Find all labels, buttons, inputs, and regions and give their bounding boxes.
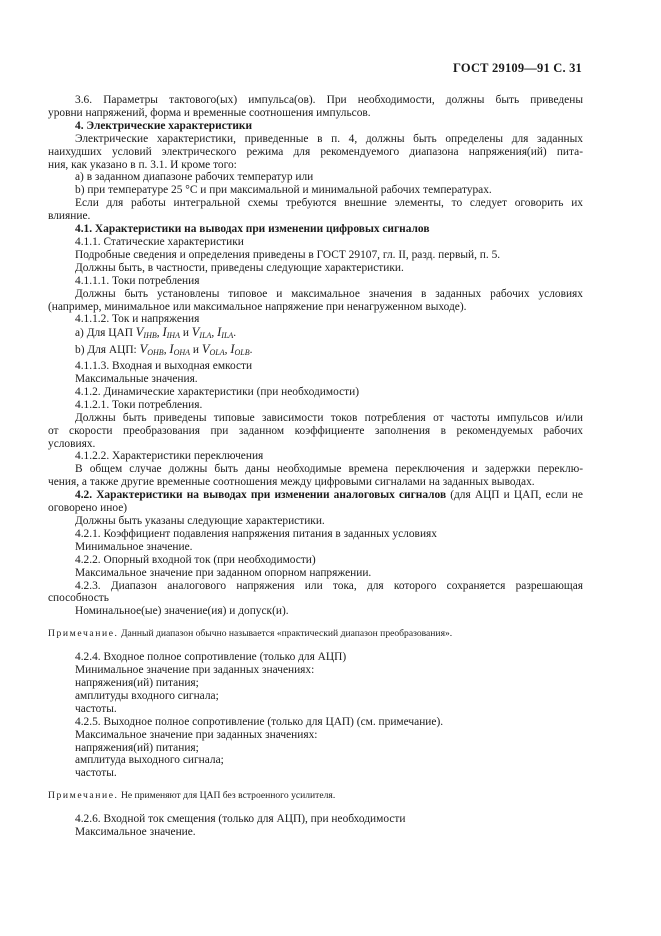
sub-ohb: OHB [147, 348, 164, 358]
sub-ola: OLA [209, 348, 225, 358]
subheading-4-2-3-line1: 4.2.3. Диапазон аналогового напряжения или тока, для которого сохраняется разрешающая [75, 579, 583, 592]
para-4-line3: ния, как указано в п. 3.1. И кроме того: [48, 158, 237, 171]
section-heading-4-2 [48, 489, 583, 502]
section-heading-4: 4. Электрические характеристики [75, 119, 253, 132]
subheading-4-2-2: 4.2.2. Опорный входной ток (при необходимости) [75, 553, 316, 566]
list-frequency: частоты. [75, 702, 117, 715]
para-4-line2: наихудших условий электрического режима для рекомендуемого диапазона напряжения(ий) пита- [48, 145, 583, 158]
dac-formula-line: a) Для ЦАП $V_{IHB}$, $I_{IHA}$ и $V_{ILA}$, $I_{ILA}$. [75, 325, 237, 341]
para-4-1-2-1-line1: Должны быть приведены типовые зависимости токов потребления от частоты импульсов и/или [75, 411, 583, 424]
sub-ihb: IHB [143, 331, 157, 341]
subheading-4-2-4: 4.2.4. Входное полное сопротивление (только для АЦП) [75, 651, 347, 664]
note-1-text: Данный диапазон обычно называется «практический диапазон преобразования». [120, 628, 453, 640]
section-heading-4-1: 4.1. Характеристики на выводах при изменении цифровых сигналов [75, 223, 430, 236]
subheading-4-1-2: 4.1.2. Динамические характеристики (при необходимости) [75, 385, 359, 398]
page-header: ГОСТ 29109—91 С. 31 [453, 61, 582, 75]
note-1 [48, 628, 583, 641]
subheading-4-1-1-2: 4.1.1.2. Ток и напряжения [75, 313, 200, 326]
sub-olb: OLB [234, 348, 250, 358]
max-values-text: Максимальные значения. [75, 373, 198, 386]
sub-oha: OHA [173, 348, 191, 358]
para-4-1-2-2-line2: чения, а также другие временные соотношения между цифровыми сигналами на заданных выводах. [48, 476, 535, 489]
subheading-4-2-3-line2: способность [48, 592, 109, 605]
list-item-a: a) в заданном диапазоне рабочих температур или [75, 171, 314, 184]
section-heading-4-2-rest: (для АЦП и ЦАП, если не [450, 489, 583, 502]
subheading-4-1-1: 4.1.1. Статические характеристики [75, 235, 244, 248]
subheading-4-2-5: 4.2.5. Выходное полное сопротивление (только для ЦАП) (см. примечание). [75, 715, 444, 728]
subheading-4-1-1-3: 4.1.1.3. Входная и выходная емкости [75, 360, 253, 373]
para-4-1-1-line2: Должны быть, в частности, приведены следующие характеристики. [75, 261, 404, 274]
symbol-i: I [217, 325, 222, 340]
adc-formula-line: b) Для АЦП: $V_{OHB}$, $I_{OHA}$ и $V_{OLA}$, $I_{OLB}$. [75, 342, 253, 358]
symbol-v: V [139, 342, 148, 357]
note-2 [48, 790, 583, 803]
para-4-line1: Электрические характеристики, приведенные в п. 4, должны быть определены для заданных [75, 132, 583, 145]
para-4-2-3: Номинальное(ые) значение(ия) и допуск(и). [75, 605, 289, 618]
section-heading-4-2-cont: оговорено иное) [48, 502, 128, 515]
para-4-2-2: Максимальное значение при заданном опорном напряжении. [75, 566, 372, 579]
para-4-1-2-1-line3: условиях. [48, 437, 96, 450]
subheading-4-1-2-2: 4.1.2.2. Характеристики переключения [75, 450, 264, 463]
list-supply-voltage: напряжения(ий) питания; [75, 676, 199, 689]
conjunction-and: и [182, 327, 189, 340]
para-4-1-2-2-line1: В общем случае должны быть даны необходимые времена переключения и задержки переклю- [75, 463, 583, 476]
adc-prefix: b) Для АЦП: [75, 344, 137, 357]
symbol-i: I [230, 342, 235, 357]
subheading-4-1-2-1: 4.1.2.1. Токи потребления. [75, 398, 203, 411]
list-supply-voltage-2: напряжения(ий) питания; [75, 741, 199, 754]
dac-prefix: a) Для ЦАП [75, 327, 133, 340]
max-value-text: Максимальное значение. [75, 826, 196, 839]
symbol-v: V [191, 325, 200, 340]
para-4-2: Должны быть указаны следующие характеристики. [75, 515, 325, 527]
list-output-amplitude: амплитуда выходного сигнала; [75, 754, 224, 767]
subheading-4-2-1: 4.2.1. Коэффициент подавления напряжения питания в заданных условиях [75, 527, 437, 540]
para-3-6-line2: уровни напряжений, форма и временные соотношения импульсов. [48, 106, 371, 119]
para-external-line2: влияние. [48, 210, 91, 223]
note-label: Примечание. [48, 628, 119, 640]
document-body [48, 94, 583, 839]
symbol-v: V [201, 342, 210, 357]
para-4-1-2-1-line2: от скорости преобразования при заданном коэффициенте заполнения в рекомендуемых рабочих [48, 424, 583, 437]
list-input-amplitude: амплитуды входного сигнала; [75, 689, 219, 702]
para-4-2-4: Минимальное значение при заданных значениях: [75, 664, 315, 677]
min-value-text: Минимальное значение. [75, 540, 193, 553]
para-4-1-1-line1: Подробные сведения и определения приведены в ГОСТ 29107, гл. II, разд. первый, п. 5. [75, 248, 501, 261]
sub-ila: ILA [221, 331, 234, 341]
list-item-b: b) при температуре 25 °C и при максимальной и минимальной рабочих температурах. [75, 184, 492, 197]
note-2-text: Не применяют для ЦАП без встроенного усилителя. [120, 790, 336, 802]
section-heading-4-2-bold: 4.2. Характеристики на выводах при изменении аналоговых сигналов [75, 489, 447, 502]
subheading-4-1-1-1: 4.1.1.1. Токи потребления [75, 274, 200, 287]
symbol-v: V [135, 325, 144, 340]
symbol-i: I [169, 342, 174, 357]
sub-iha: IHA [166, 331, 180, 341]
conjunction-and: и [192, 344, 199, 357]
para-4-1-1-1-line1: Должны быть установлены типовое и максимальное значения в заданных рабочих условиях [75, 287, 583, 300]
sub-ila: ILA [199, 331, 212, 341]
symbol-i: I [162, 325, 167, 340]
para-4-1-1-1-line2: (например, минимальное или максимальное напряжение при ненагруженном выходе). [48, 300, 467, 313]
list-frequency-2: частоты. [75, 767, 117, 780]
para-external-line1: Если для работы интегральной схемы требуются внешние элементы, то следует оговорить их [75, 197, 583, 210]
note-label: Примечание. [48, 790, 119, 802]
para-3-6-line1: 3.6. Параметры тактового(ых) импульса(ов). При необходимости, должны быть приведены [75, 94, 583, 106]
para-4-2-5: Максимальное значение при заданных значениях: [75, 728, 318, 741]
subheading-4-2-6: 4.2.6. Входной ток смещения (только для АЦП), при необходимости [75, 813, 406, 826]
